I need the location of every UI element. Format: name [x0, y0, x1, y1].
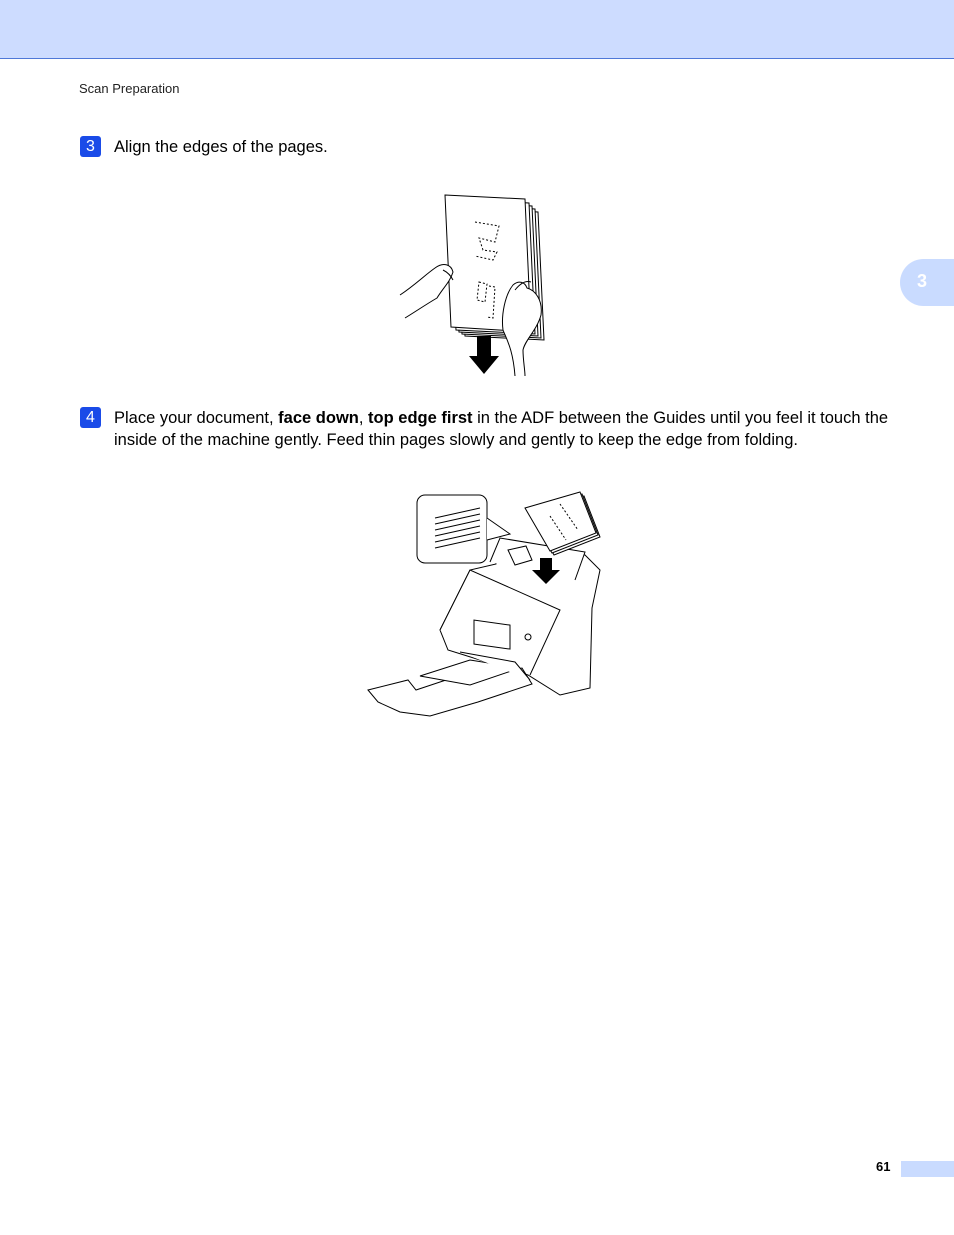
step-3-badge: 3: [80, 136, 101, 157]
step-3-text: Align the edges of the pages.: [114, 138, 328, 156]
step-4-emphasis-top-edge-first: top edge first: [368, 409, 473, 427]
step-4-text-part-2: ,: [358, 409, 369, 427]
step-4-text: [114, 407, 904, 451]
page-number: 61: [876, 1159, 891, 1174]
callout-bubble: [417, 495, 487, 563]
step-4-text-part-1: Place your document,: [114, 409, 279, 427]
chapter-tab-number: 3: [917, 271, 928, 291]
chapter-tab[interactable]: [900, 259, 954, 306]
step-4-badge: 4: [80, 407, 101, 428]
align-pages-illustration: [395, 190, 555, 378]
header-band: [0, 0, 954, 59]
footer-band: [901, 1161, 954, 1177]
step-4-text-part-3: in the ADF between the Guides until you feel it touch the inside of the machine gently. Feed thin pages slowly and gently to keep the edge from folding.: [114, 409, 889, 449]
breadcrumb: Scan Preparation: [79, 81, 180, 96]
adf-scanner-illustration: [360, 480, 610, 720]
step-4-emphasis-face-down: face down: [278, 409, 359, 427]
